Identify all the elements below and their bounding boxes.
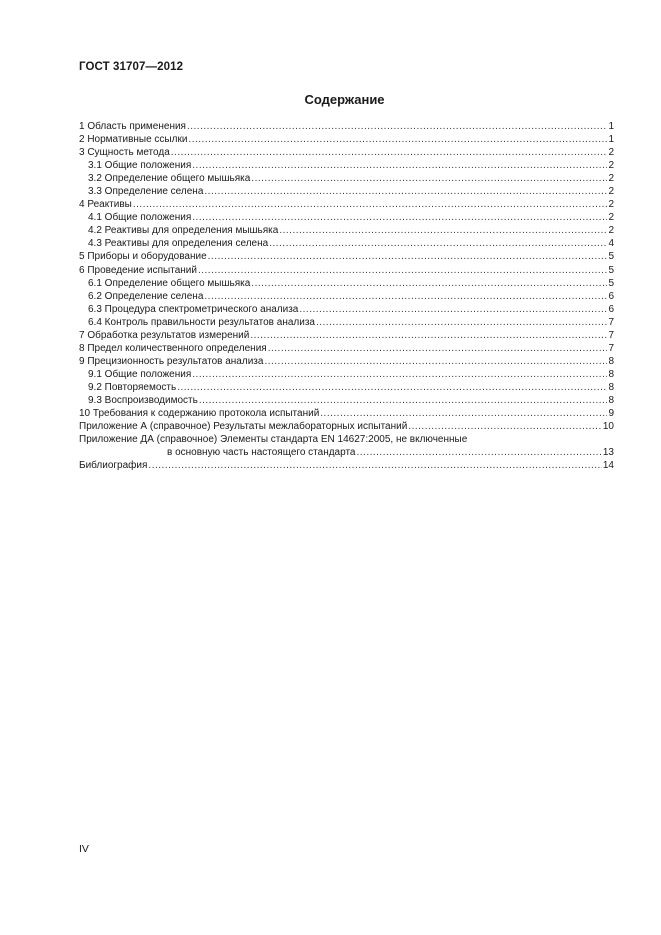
toc-entry[interactable] xyxy=(79,368,614,381)
toc-entry-label: 9.2 Повторяемость xyxy=(88,381,177,393)
toc-entry-page: 8 xyxy=(608,381,614,393)
toc-entry-label: 9 Прецизионность результатов анализа xyxy=(79,355,264,367)
toc-dot-leader xyxy=(269,237,607,250)
toc-entry-label: 3.2 Определение общего мышьяка xyxy=(88,173,251,185)
toc-dot-leader xyxy=(187,120,607,133)
toc-entry-page: 14 xyxy=(602,460,614,472)
toc-entry-label: 9.1 Общие положения xyxy=(88,368,192,380)
toc-entry-page: 5 xyxy=(608,251,614,263)
toc-entry-page: 4 xyxy=(608,238,614,250)
toc-entry-label: 3.1 Общие положения xyxy=(88,160,192,172)
toc-entry-label: 3 Сущность метода xyxy=(79,147,170,159)
toc-entry[interactable] xyxy=(79,329,614,342)
toc-dot-leader xyxy=(208,250,608,263)
toc-entry-page: 9 xyxy=(608,408,614,420)
toc-dot-leader xyxy=(171,146,608,159)
toc-dot-leader xyxy=(250,329,607,342)
toc-dot-leader xyxy=(204,290,607,303)
toc-entry[interactable] xyxy=(79,394,614,407)
toc-title: Содержание xyxy=(304,92,385,107)
toc-entry-label: 2 Нормативные ссылки xyxy=(79,134,188,146)
toc-entry-page: 13 xyxy=(602,447,614,459)
toc-entry-label: 6.4 Контроль правильности результатов анализа xyxy=(88,316,315,328)
toc-dot-leader xyxy=(268,342,608,355)
toc-entry[interactable] xyxy=(79,342,614,355)
toc-entry-page: 1 xyxy=(608,121,614,132)
toc-entry[interactable] xyxy=(79,277,614,290)
toc-entry-page: 7 xyxy=(608,342,614,354)
toc-dot-leader xyxy=(192,368,607,381)
toc-entry-label: 6.1 Определение общего мышьяка xyxy=(88,277,251,289)
toc-entry-page: 1 xyxy=(608,134,614,146)
toc-dot-leader xyxy=(264,355,607,368)
toc-entry[interactable] xyxy=(79,459,614,472)
toc-entry-label: 4.2 Реактивы для определения мышьяка xyxy=(88,225,279,237)
toc-entry[interactable] xyxy=(79,420,614,433)
toc-entry-page: 2 xyxy=(608,160,614,172)
toc-entry[interactable] xyxy=(79,381,614,394)
toc-entry-label: Приложение А (справочное) Результаты межлабораторных испытаний xyxy=(79,421,408,433)
toc-dot-leader xyxy=(279,224,607,237)
document-id: ГОСТ 31707—2012 xyxy=(79,61,184,73)
toc-entry[interactable] xyxy=(79,446,614,459)
toc-entry[interactable] xyxy=(79,159,614,172)
toc-entry-label: 8 Предел количественного определения xyxy=(79,342,267,354)
toc-entry-page: 5 xyxy=(608,277,614,289)
toc-entry[interactable] xyxy=(79,237,614,250)
toc-entry[interactable] xyxy=(79,433,614,446)
toc-entry[interactable] xyxy=(79,407,614,420)
toc-entry-page: 7 xyxy=(608,316,614,328)
toc-entry-label: Библиография xyxy=(79,460,148,472)
toc-entry-label: 6.3 Процедура спектрометрического анализа xyxy=(88,303,299,315)
toc-entry-page: 2 xyxy=(608,147,614,159)
toc-entry-label: 6 Проведение испытаний xyxy=(79,264,197,276)
toc-entry-label: Приложение ДА (справочное) Элементы стандарта EN 14627:2005, не включенные xyxy=(79,434,468,446)
toc-dot-leader xyxy=(356,446,601,459)
toc-entry[interactable] xyxy=(79,211,614,224)
toc-dot-leader xyxy=(198,264,607,277)
toc-dot-leader xyxy=(177,381,607,394)
toc-dot-leader xyxy=(316,316,607,329)
toc-entry-label: 4 Реактивы xyxy=(79,199,132,211)
toc-dot-leader xyxy=(148,459,601,472)
toc-dot-leader xyxy=(320,407,607,420)
toc-dot-leader xyxy=(204,185,607,198)
toc-entry-label: 6.2 Определение селена xyxy=(88,290,204,302)
toc-entry[interactable] xyxy=(79,303,614,316)
toc-entry-page: 5 xyxy=(608,264,614,276)
toc-entry[interactable] xyxy=(79,250,614,263)
toc-entry-label: 5 Приборы и оборудование xyxy=(79,251,207,263)
toc-entry-page: 7 xyxy=(608,329,614,341)
toc-entry[interactable] xyxy=(79,133,614,146)
toc-dot-leader xyxy=(251,277,607,290)
toc-entry-page: 6 xyxy=(608,290,614,302)
toc-entry[interactable] xyxy=(79,172,614,185)
toc-dot-leader xyxy=(192,159,607,172)
toc-entry-page: 2 xyxy=(608,212,614,224)
toc-entry-label: в основную часть настоящего стандарта xyxy=(167,447,356,459)
toc-entry[interactable] xyxy=(79,355,614,368)
toc-dot-leader xyxy=(408,420,602,433)
toc-entry-page: 2 xyxy=(608,225,614,237)
toc-entry[interactable] xyxy=(79,224,614,237)
toc-dot-leader xyxy=(251,172,607,185)
table-of-contents xyxy=(79,120,614,472)
toc-entry[interactable] xyxy=(79,290,614,303)
toc-entry-page: 6 xyxy=(608,303,614,315)
toc-entry-label: 9.3 Воспроизводимость xyxy=(88,394,198,406)
toc-dot-leader xyxy=(133,198,608,211)
toc-entry-label: 1 Область применения xyxy=(79,121,186,132)
toc-dot-leader xyxy=(199,394,608,407)
toc-dot-leader xyxy=(188,133,607,146)
toc-entry-page: 10 xyxy=(602,421,614,433)
toc-entry[interactable] xyxy=(79,316,614,329)
toc-entry-label: 4.1 Общие положения xyxy=(88,212,192,224)
toc-dot-leader xyxy=(192,211,607,224)
toc-entry-page: 8 xyxy=(608,368,614,380)
toc-entry[interactable] xyxy=(79,198,614,211)
page-number: IV xyxy=(79,843,89,855)
toc-dot-leader xyxy=(299,303,607,316)
toc-entry-label: 10 Требования к содержанию протокола испытаний xyxy=(79,408,320,420)
toc-entry[interactable] xyxy=(79,146,614,159)
toc-entry-page: 2 xyxy=(608,173,614,185)
toc-entry-page: 8 xyxy=(608,394,614,406)
toc-entry[interactable] xyxy=(79,120,614,133)
toc-entry[interactable] xyxy=(79,264,614,277)
toc-entry-label: 3.3 Определение селена xyxy=(88,186,204,198)
toc-entry-label: 4.3 Реактивы для определения селена xyxy=(88,238,269,250)
toc-entry-page: 8 xyxy=(608,355,614,367)
toc-entry[interactable] xyxy=(79,185,614,198)
toc-entry-page: 2 xyxy=(608,186,614,198)
toc-entry-page: 2 xyxy=(608,199,614,211)
toc-entry-label: 7 Обработка результатов измерений xyxy=(79,329,250,341)
